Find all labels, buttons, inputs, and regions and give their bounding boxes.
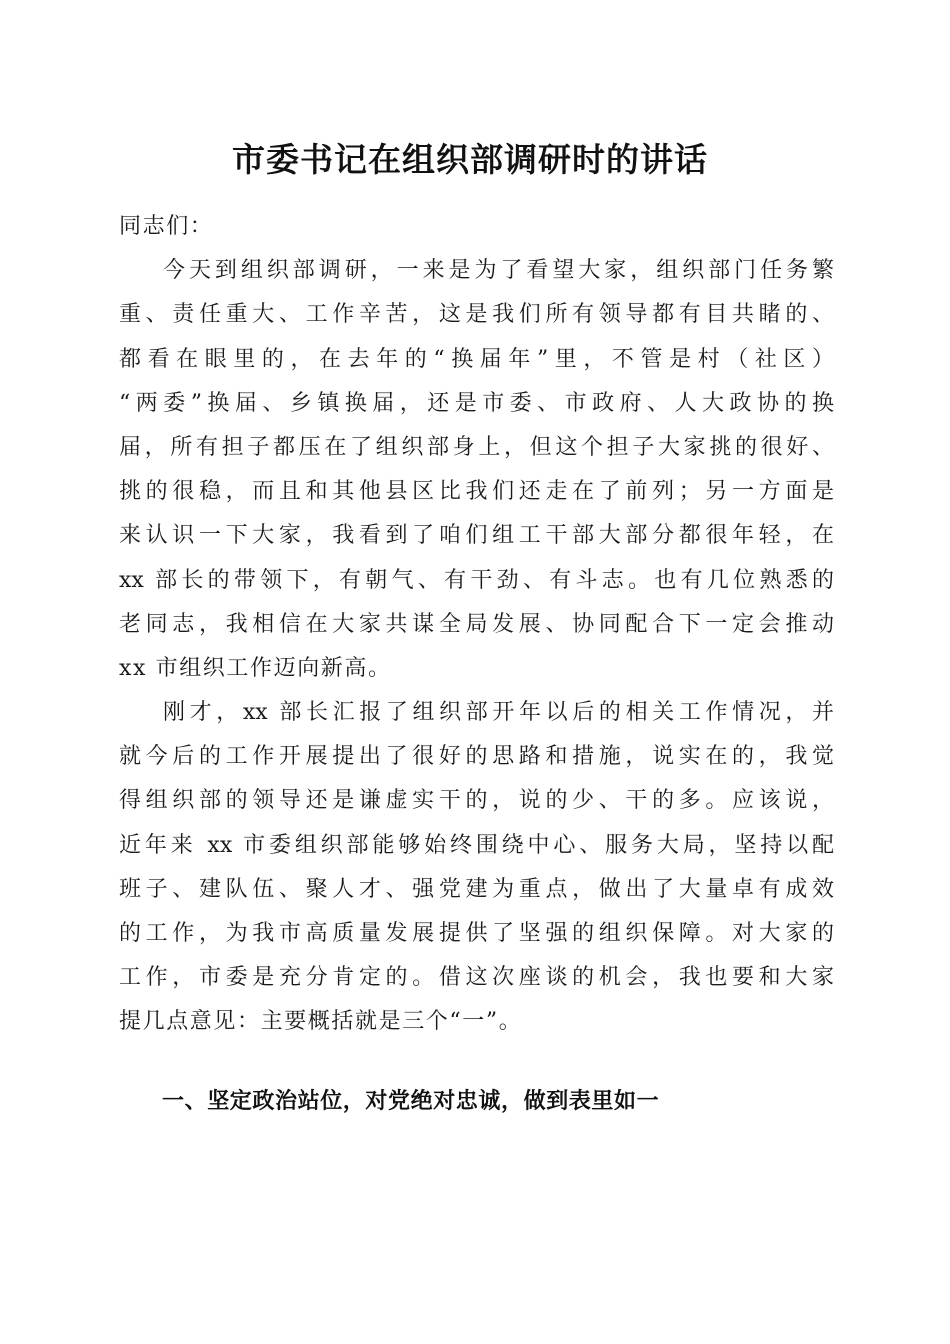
paragraph-2-line: 工作，市委是充分肯定的。借这次座谈的机会，我也要和大家 — [119, 965, 834, 991]
document-title: 市委书记在组织部调研时的讲话 — [232, 140, 708, 179]
paragraph-2-line: 得组织部的领导还是谦虚实干的，说的少、干的多。应该说， — [119, 788, 834, 814]
paragraph-2-line: 刚才，xx 部长汇报了组织部开年以后的相关工作情况，并 — [163, 700, 834, 726]
paragraph-1-line: 老同志，我相信在大家共谋全局发展、协同配合下一定会推动 — [119, 611, 834, 637]
paragraph-1-line: 都看在眼里的，在去年的“换届年”里，不管是村（社区） — [119, 346, 834, 372]
paragraph-2-line: 的工作，为我市高质量发展提供了坚强的组织保障。对大家的 — [119, 921, 834, 946]
salutation: 同志们： — [119, 214, 214, 239]
paragraph-1-line: 今天到组织部调研，一来是为了看望大家，组织部门任务繁 — [163, 258, 834, 284]
paragraph-1-line: 届，所有担子都压在了组织部身上，但这个担子大家挑的很好、 — [119, 434, 834, 460]
paragraph-1-line: xx 市组织工作迈向新高。 — [119, 655, 392, 681]
paragraph-1-line: 挑的很稳，而且和其他县区比我们还走在了前列；另一方面是 — [119, 479, 834, 505]
paragraph-2-line: 班子、建队伍、聚人才、强党建为重点，做出了大量卓有成效 — [119, 876, 834, 902]
paragraph-1-line: 重、责任重大、工作辛苦，这是我们所有领导都有目共睹的、 — [119, 302, 834, 328]
paragraph-2-line: 提几点意见：主要概括就是三个“一”。 — [119, 1009, 523, 1035]
paragraph-1-line: “两委”换届、乡镇换届，还是市委、市政府、人大政协的换 — [119, 390, 834, 416]
paragraph-1-line: xx 部长的带领下，有朝气、有干劲、有斗志。也有几位熟悉的 — [119, 567, 834, 593]
document-body — [119, 205, 834, 1045]
paragraph-2-line: 近年来 xx 市委组织部能够始终围绕中心、服务大局，坚持以配 — [119, 832, 834, 858]
section-heading-1: 一、坚定政治站位，对党绝对忠诚，做到表里如一 — [162, 1089, 660, 1114]
paragraph-2-line: 就今后的工作开展提出了很好的思路和措施，说实在的，我觉 — [119, 744, 834, 770]
paragraph-1-line: 来认识一下大家，我看到了咱们组工干部大部分都很年轻，在 — [119, 523, 834, 549]
